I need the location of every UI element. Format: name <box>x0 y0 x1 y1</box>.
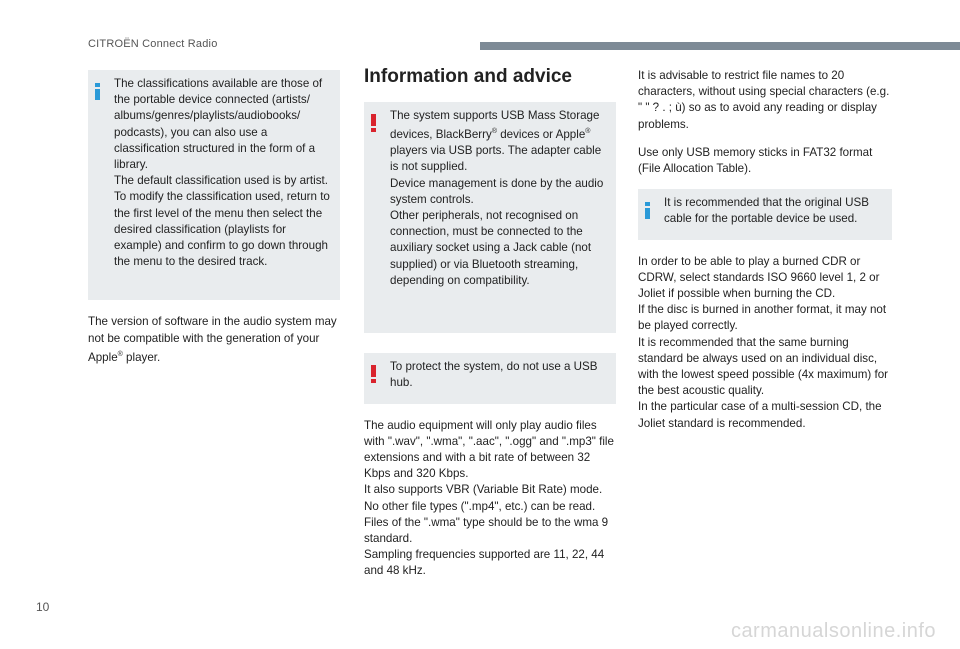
warning-note-usb-hub <box>364 353 616 403</box>
left-column <box>88 70 340 378</box>
audio-formats-paragraph: The audio equipment will only play audio files with ".wav", ".wma", ".aac", ".ogg" and ".mp3" file extensions and with a bit rate of between 32 Kbps and 320 Kbps. It also supports VBR (Variable Bit Rate) mode. No other file types (".mp4", etc.) can be read. Files of the ".wma" type should be to the wma 9 standard. Sampling frequencies supported are 11, 22, 44 and 48 kHz. <box>364 418 614 578</box>
info-note-classifications <box>88 70 340 300</box>
warning-text: To protect the system, do not use a USB hub. <box>390 360 598 390</box>
right-column <box>638 68 892 444</box>
file-names-paragraph: It is advisable to restrict file names to 20 characters, without using special characters (e.g. " " ? . ; ù) so as to avoid any reading or display problems. <box>638 69 890 131</box>
info-icon <box>645 202 650 218</box>
header-bar <box>480 42 960 50</box>
fat32-paragraph: Use only USB memory sticks in FAT32 format (File Allocation Table). <box>638 145 873 176</box>
warning-text: The system supports USB Mass Storage devices, BlackBerry® devices or Apple® players via USB ports. The adapter cable is not supplied. Device management is done by the audio system controls. Other peripherals, not recognised on connection, must be connected to the auxiliary socket using a Jack cable (not supplied) or via Bluetooth streaming, depending on compatibility. <box>390 109 604 287</box>
cd-burning-paragraph: In order to be able to play a burned CDR or CDRW, select standards ISO 9660 level 1, 2 or Joliet if possible when burning the CD. If the disc is burned in another format, it may not be played correctly. It is recommended that the same burning standard be always used on an individual disc, with the lowest speed possible (4x maximum) for the best acoustic quality. In the particular case of a multi-session CD, the Joliet standard is recommended. <box>638 254 889 430</box>
watermark: carmanualsonline.info <box>730 620 936 642</box>
section-heading: Information and advice <box>364 66 572 87</box>
warning-icon <box>371 365 376 383</box>
note-text: It is recommended that the original USB cable for the portable device be used. <box>664 196 869 226</box>
warning-note-usb-support <box>364 102 616 333</box>
info-icon <box>95 83 100 99</box>
software-version-paragraph: The version of software in the audio system may not be compatible with the generation of your Apple® player. <box>88 315 337 364</box>
warning-icon <box>371 114 376 132</box>
manual-title: CITROËN Connect Radio <box>88 38 218 50</box>
middle-column <box>364 66 616 592</box>
page-number: 10 <box>36 600 50 614</box>
note-text: The classifications available are those of the portable device connected (artists/ albums/genres/playlists/audiobooks/ podcasts), you can also use a classification structured in the form of a library. The default classification used is by artist. To modify the classification used, return to the first level of the menu then select the desired classification (playlists for example) and confirm to go down through the menu to the desired track. <box>114 77 330 269</box>
info-note-usb-cable <box>638 189 892 239</box>
